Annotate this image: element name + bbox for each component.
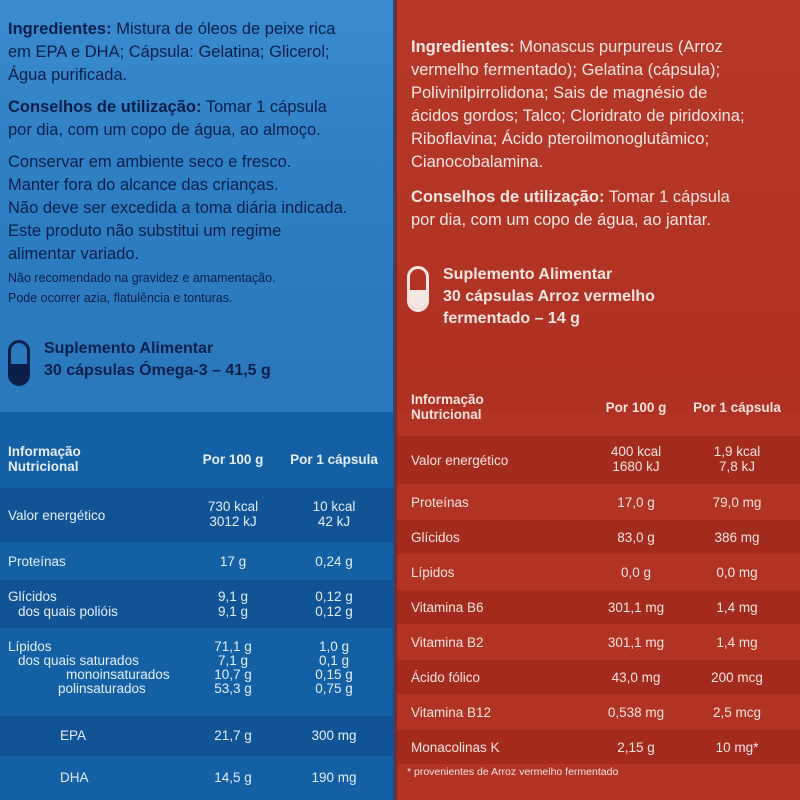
omega3-panel	[0, 0, 395, 800]
table-row: Vitamina B6 301,1 mg 1,4 mg	[395, 590, 800, 624]
table-row: Vitamina B12 0,538 mg 2,5 mcg	[411, 705, 762, 720]
advice-label: Conselhos de utilização:	[411, 188, 605, 206]
omega3-supplement: Suplemento Alimentar 30 cápsulas Ómega-3 – 41,5 g	[8, 338, 271, 386]
advice-label: Conselhos de utilização:	[8, 98, 202, 116]
table-row: Lípidos 0,0 g 0,0 mg	[411, 565, 758, 580]
table-row: Glícidos dos quais polióis 9,1 g 9,1 g 0,12 g 0,12 g	[0, 580, 395, 628]
table-row: Proteínas 17 g 0,24 g	[8, 554, 353, 569]
table-row: DHA 14,5 g 190 mg	[60, 770, 357, 785]
table-header: Informação Nutricional Por 100 g Por 1 cápsula	[411, 392, 781, 422]
omega3-small-warnings: Não recomendado na gravidez e amamentação. Pode ocorrer azia, flatulência e tonturas.	[8, 271, 276, 305]
table-row: Vitamina B2 301,1 mg 1,4 mg	[411, 635, 758, 650]
red-rice-advice: Conselhos de utilização: Tomar 1 cápsula por dia, com um copo de água, ao jantar.	[411, 188, 730, 229]
table-row: Lípidos dos quais saturados monoinsaturados polinsaturados 71,1 g 7,1 g 10,7 g 53,3 g 1,0 g 0,1 g 0,15 g 0,75 g	[8, 639, 353, 696]
omega3-warnings: Conservar em ambiente seco e fresco. Manter fora do alcance das crianças. Não deve ser excedida a toma diária indicada. Este produto não substitui um regime alimentar variado.	[8, 153, 348, 263]
ingredients-label: Ingredientes:	[8, 20, 112, 38]
omega3-ingredients: Ingredientes: Mistura de óleos de peixe rica em EPA e DHA; Cápsula: Gelatina; Glicerol; Água purificada.	[8, 20, 336, 84]
omega3-advice: Conselhos de utilização: Tomar 1 cápsula por dia, com um copo de água, ao almoço.	[8, 98, 327, 139]
red-rice-supplement: Suplemento Alimentar 30 cápsulas Arroz vermelho fermentado – 14 g	[407, 264, 655, 330]
table-header: Informação Nutricional Por 100 g Por 1 cápsula	[8, 444, 378, 474]
ingredients-label: Ingredientes:	[411, 38, 515, 56]
table-row: Proteínas 17,0 g 79,0 mg	[411, 495, 762, 510]
capsule-icon	[407, 266, 429, 312]
table-row: Monacolinas K 2,15 g 10 mg*	[395, 730, 800, 764]
red-rice-ingredients: Ingredientes: Monascus purpureus (Arroz vermelho fermentado); Gelatina (cápsula); Polivinilpirrolidona; Sais de magnésio de ácidos gordos; Talco; Cloridrato de piridoxina; Riboflavina; Ácido pteroilmonoglutâmico; Cianocobalamina.	[411, 38, 745, 171]
omega3-info-area	[0, 0, 395, 412]
capsule-icon	[8, 340, 30, 386]
table-row: Glícidos 83,0 g 386 mg	[395, 520, 800, 554]
table-row: Valor energético 400 kcal 1680 kJ 1,9 kcal 7,8 kJ	[395, 436, 800, 484]
panel-divider	[393, 0, 397, 800]
red-rice-panel	[395, 0, 800, 800]
table-row: Ácido fólico 43,0 mg 200 mcg	[395, 660, 800, 694]
red-rice-info-area	[395, 0, 800, 412]
table-row: Valor energético 730 kcal 3012 kJ 10 kcal 42 kJ	[0, 488, 395, 542]
footnote: * provenientes de Arroz vermelho fermentado	[407, 766, 619, 778]
table-row: EPA 21,7 g 300 mg	[0, 716, 395, 756]
